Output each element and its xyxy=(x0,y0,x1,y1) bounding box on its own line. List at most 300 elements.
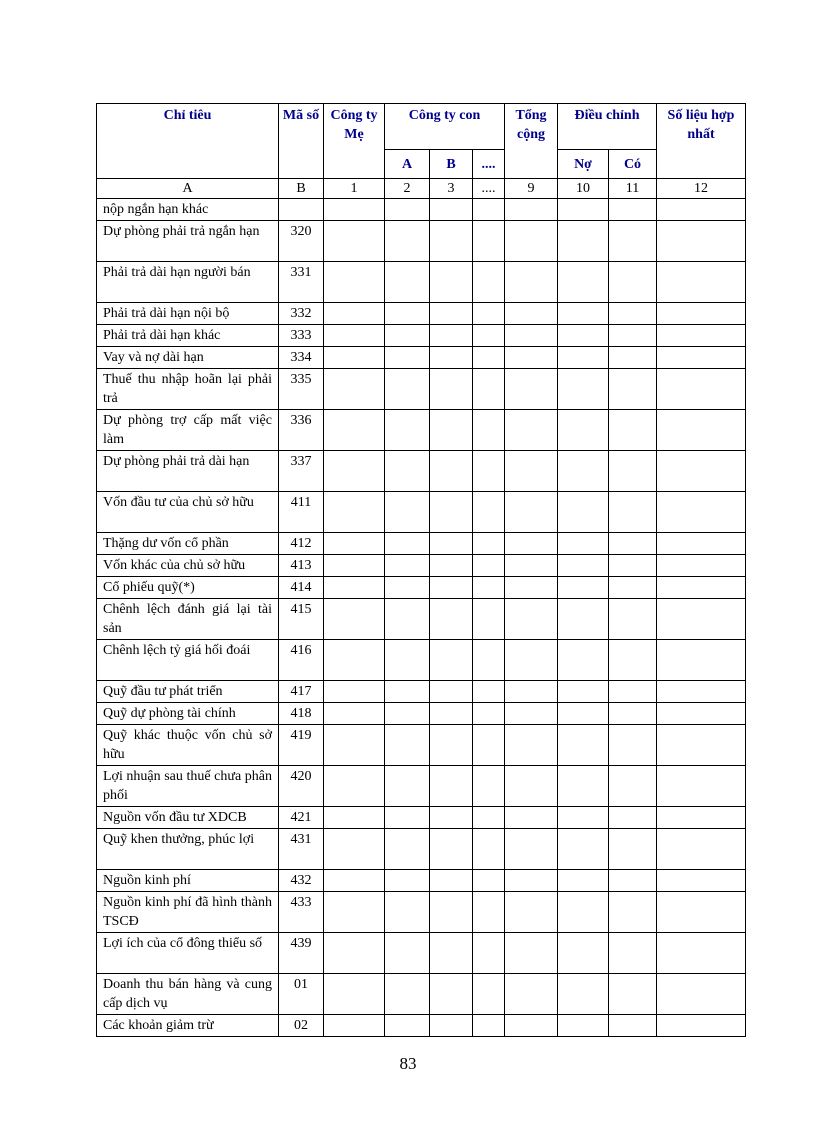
value-cell xyxy=(505,347,558,369)
value-cell xyxy=(324,766,385,807)
value-cell xyxy=(558,451,609,492)
value-cell xyxy=(430,221,473,262)
value-cell xyxy=(385,766,430,807)
row-label: Các khoản giảm trừ xyxy=(97,1015,279,1037)
table-row xyxy=(97,870,746,892)
value-cell xyxy=(558,577,609,599)
value-cell xyxy=(505,1015,558,1037)
value-cell xyxy=(657,681,746,703)
value-cell xyxy=(609,933,657,974)
index-cell: 10 xyxy=(558,179,609,199)
value-cell xyxy=(430,533,473,555)
value-cell xyxy=(324,807,385,829)
value-cell xyxy=(657,725,746,766)
value-cell xyxy=(505,199,558,221)
value-cell xyxy=(473,325,505,347)
value-cell xyxy=(505,325,558,347)
value-cell xyxy=(609,410,657,451)
value-cell xyxy=(558,933,609,974)
value-cell xyxy=(657,640,746,681)
header-co: Có xyxy=(609,150,657,179)
value-cell xyxy=(324,974,385,1015)
value-cell xyxy=(473,974,505,1015)
value-cell xyxy=(609,221,657,262)
value-cell xyxy=(505,451,558,492)
index-cell: 9 xyxy=(505,179,558,199)
value-cell xyxy=(430,933,473,974)
value-cell xyxy=(473,681,505,703)
header-ma-so: Mã số xyxy=(279,104,324,179)
value-cell xyxy=(558,369,609,410)
table-row xyxy=(97,221,746,262)
row-code: 432 xyxy=(279,870,324,892)
row-code: 416 xyxy=(279,640,324,681)
value-cell xyxy=(558,221,609,262)
value-cell xyxy=(657,974,746,1015)
value-cell xyxy=(657,599,746,640)
value-cell xyxy=(558,807,609,829)
value-cell xyxy=(558,725,609,766)
value-cell xyxy=(324,892,385,933)
value-cell xyxy=(558,892,609,933)
table-row xyxy=(97,703,746,725)
index-cell: 1 xyxy=(324,179,385,199)
value-cell xyxy=(505,492,558,533)
value-cell xyxy=(385,221,430,262)
value-cell xyxy=(473,766,505,807)
value-cell xyxy=(430,262,473,303)
header-cong-ty-me: Công ty Mẹ xyxy=(324,104,385,179)
value-cell xyxy=(385,555,430,577)
value-cell xyxy=(558,347,609,369)
value-cell xyxy=(657,221,746,262)
value-cell xyxy=(385,725,430,766)
value-cell xyxy=(473,577,505,599)
value-cell xyxy=(609,829,657,870)
value-cell xyxy=(385,892,430,933)
row-label: Phải trả dài hạn khác xyxy=(97,325,279,347)
value-cell xyxy=(609,599,657,640)
row-code: 439 xyxy=(279,933,324,974)
table-row xyxy=(97,555,746,577)
value-cell xyxy=(558,703,609,725)
value-cell xyxy=(657,369,746,410)
value-cell xyxy=(473,492,505,533)
value-cell xyxy=(558,599,609,640)
value-cell xyxy=(473,303,505,325)
row-label: nộp ngắn hạn khác xyxy=(97,199,279,221)
value-cell xyxy=(324,347,385,369)
table-row xyxy=(97,640,746,681)
row-label: Cổ phiếu quỹ(*) xyxy=(97,577,279,599)
value-cell xyxy=(430,325,473,347)
value-cell xyxy=(430,492,473,533)
row-label: Lợi ích của cổ đông thiểu số xyxy=(97,933,279,974)
row-label: Lợi nhuận sau thuế chưa phân phối xyxy=(97,766,279,807)
value-cell xyxy=(609,703,657,725)
value-cell xyxy=(473,555,505,577)
value-cell xyxy=(473,369,505,410)
value-cell xyxy=(385,974,430,1015)
row-code: 419 xyxy=(279,725,324,766)
value-cell xyxy=(558,533,609,555)
value-cell xyxy=(505,766,558,807)
row-label: Thặng dư vốn cổ phần xyxy=(97,533,279,555)
row-label: Phải trả dài hạn nội bộ xyxy=(97,303,279,325)
row-code: 335 xyxy=(279,369,324,410)
header-no: Nợ xyxy=(558,150,609,179)
value-cell xyxy=(558,325,609,347)
row-code: 413 xyxy=(279,555,324,577)
value-cell xyxy=(430,199,473,221)
row-label: Dự phòng phải trả dài hạn xyxy=(97,451,279,492)
value-cell xyxy=(473,451,505,492)
value-cell xyxy=(430,829,473,870)
value-cell xyxy=(505,807,558,829)
value-cell xyxy=(609,577,657,599)
value-cell xyxy=(430,410,473,451)
value-cell xyxy=(473,410,505,451)
value-cell xyxy=(657,325,746,347)
value-cell xyxy=(505,555,558,577)
index-cell: 3 xyxy=(430,179,473,199)
table-row xyxy=(97,892,746,933)
value-cell xyxy=(505,369,558,410)
value-cell xyxy=(558,974,609,1015)
value-cell xyxy=(324,577,385,599)
value-cell xyxy=(657,303,746,325)
index-cell: B xyxy=(279,179,324,199)
value-cell xyxy=(657,933,746,974)
value-cell xyxy=(385,199,430,221)
table-row xyxy=(97,725,746,766)
row-code xyxy=(279,199,324,221)
value-cell xyxy=(385,262,430,303)
value-cell xyxy=(609,766,657,807)
value-cell xyxy=(324,221,385,262)
row-label: Nguồn kinh phí đã hình thành TSCĐ xyxy=(97,892,279,933)
value-cell xyxy=(558,262,609,303)
value-cell xyxy=(324,262,385,303)
row-label: Vốn khác của chủ sở hữu xyxy=(97,555,279,577)
value-cell xyxy=(473,933,505,974)
value-cell xyxy=(609,681,657,703)
value-cell xyxy=(430,347,473,369)
table-row xyxy=(97,766,746,807)
value-cell xyxy=(505,933,558,974)
value-cell xyxy=(558,410,609,451)
value-cell xyxy=(558,681,609,703)
table-row xyxy=(97,681,746,703)
value-cell xyxy=(609,347,657,369)
column-index-row xyxy=(97,179,746,199)
value-cell xyxy=(324,199,385,221)
value-cell xyxy=(430,870,473,892)
table-row xyxy=(97,369,746,410)
value-cell xyxy=(657,533,746,555)
value-cell xyxy=(558,303,609,325)
value-cell xyxy=(430,451,473,492)
value-cell xyxy=(430,1015,473,1037)
index-cell: .... xyxy=(473,179,505,199)
row-code: 336 xyxy=(279,410,324,451)
value-cell xyxy=(657,577,746,599)
value-cell xyxy=(657,870,746,892)
value-cell xyxy=(609,451,657,492)
row-code: 421 xyxy=(279,807,324,829)
value-cell xyxy=(324,451,385,492)
value-cell xyxy=(324,829,385,870)
row-label: Thuế thu nhập hoãn lại phải trả xyxy=(97,369,279,410)
value-cell xyxy=(505,974,558,1015)
value-cell xyxy=(505,829,558,870)
table-row xyxy=(97,599,746,640)
value-cell xyxy=(473,640,505,681)
row-label: Quỹ khác thuộc vốn chủ sở hữu xyxy=(97,725,279,766)
header-so-lieu-hop-nhat: Số liệu hợp nhất xyxy=(657,104,746,179)
row-label: Vay và nợ dài hạn xyxy=(97,347,279,369)
row-code: 333 xyxy=(279,325,324,347)
value-cell xyxy=(385,933,430,974)
value-cell xyxy=(385,410,430,451)
table-row xyxy=(97,933,746,974)
header-chi-tieu: Chỉ tiêu xyxy=(97,104,279,179)
index-cell: 11 xyxy=(609,179,657,199)
value-cell xyxy=(558,870,609,892)
value-cell xyxy=(385,807,430,829)
table-row xyxy=(97,262,746,303)
table-row xyxy=(97,492,746,533)
row-code: 417 xyxy=(279,681,324,703)
value-cell xyxy=(385,1015,430,1037)
value-cell xyxy=(609,303,657,325)
value-cell xyxy=(473,703,505,725)
header-sub-a: A xyxy=(385,150,430,179)
row-code: 411 xyxy=(279,492,324,533)
index-cell: 12 xyxy=(657,179,746,199)
value-cell xyxy=(473,892,505,933)
value-cell xyxy=(430,892,473,933)
value-cell xyxy=(505,410,558,451)
value-cell xyxy=(385,703,430,725)
value-cell xyxy=(609,555,657,577)
value-cell xyxy=(505,870,558,892)
row-code: 02 xyxy=(279,1015,324,1037)
value-cell xyxy=(430,766,473,807)
value-cell xyxy=(558,829,609,870)
row-label: Quỹ khen thưởng, phúc lợi xyxy=(97,829,279,870)
value-cell xyxy=(324,533,385,555)
value-cell xyxy=(324,933,385,974)
value-cell xyxy=(657,492,746,533)
value-cell xyxy=(324,492,385,533)
value-cell xyxy=(505,599,558,640)
value-cell xyxy=(558,199,609,221)
value-cell xyxy=(505,725,558,766)
value-cell xyxy=(430,681,473,703)
value-cell xyxy=(385,829,430,870)
row-label: Nguồn kinh phí xyxy=(97,870,279,892)
value-cell xyxy=(609,974,657,1015)
value-cell xyxy=(505,703,558,725)
value-cell xyxy=(473,347,505,369)
value-cell xyxy=(324,725,385,766)
value-cell xyxy=(609,640,657,681)
value-cell xyxy=(430,599,473,640)
value-cell xyxy=(324,640,385,681)
table-row xyxy=(97,533,746,555)
table-row xyxy=(97,829,746,870)
header-sub-more: .... xyxy=(473,150,505,179)
value-cell xyxy=(657,410,746,451)
value-cell xyxy=(505,303,558,325)
table-body xyxy=(97,179,746,1037)
value-cell xyxy=(558,492,609,533)
row-label: Dự phòng trợ cấp mất việc làm xyxy=(97,410,279,451)
value-cell xyxy=(505,262,558,303)
value-cell xyxy=(430,725,473,766)
table-row xyxy=(97,347,746,369)
value-cell xyxy=(430,640,473,681)
value-cell xyxy=(385,640,430,681)
value-cell xyxy=(657,829,746,870)
value-cell xyxy=(385,347,430,369)
value-cell xyxy=(609,262,657,303)
value-cell xyxy=(558,1015,609,1037)
value-cell xyxy=(505,640,558,681)
value-cell xyxy=(657,199,746,221)
value-cell xyxy=(385,451,430,492)
header-sub-b: B xyxy=(430,150,473,179)
value-cell xyxy=(324,369,385,410)
value-cell xyxy=(324,870,385,892)
table-row xyxy=(97,199,746,221)
value-cell xyxy=(430,555,473,577)
value-cell xyxy=(657,451,746,492)
value-cell xyxy=(385,870,430,892)
consolidation-table xyxy=(96,103,746,1037)
row-label: Doanh thu bán hàng và cung cấp dịch vụ xyxy=(97,974,279,1015)
value-cell xyxy=(473,221,505,262)
header-tong-cong: Tổng cộng xyxy=(505,104,558,179)
value-cell xyxy=(324,555,385,577)
value-cell xyxy=(609,325,657,347)
value-cell xyxy=(324,703,385,725)
table-row xyxy=(97,974,746,1015)
row-code: 332 xyxy=(279,303,324,325)
row-code: 320 xyxy=(279,221,324,262)
value-cell xyxy=(473,725,505,766)
row-label: Phải trả dài hạn người bán xyxy=(97,262,279,303)
value-cell xyxy=(430,577,473,599)
value-cell xyxy=(657,892,746,933)
value-cell xyxy=(609,199,657,221)
value-cell xyxy=(385,533,430,555)
value-cell xyxy=(505,577,558,599)
value-cell xyxy=(609,807,657,829)
value-cell xyxy=(473,870,505,892)
table-row xyxy=(97,1015,746,1037)
row-code: 420 xyxy=(279,766,324,807)
row-code: 412 xyxy=(279,533,324,555)
row-label: Quỹ dự phòng tài chính xyxy=(97,703,279,725)
value-cell xyxy=(657,262,746,303)
row-label: Dự phòng phải trả ngắn hạn xyxy=(97,221,279,262)
row-label: Nguồn vốn đầu tư XDCB xyxy=(97,807,279,829)
row-label: Chênh lệch đánh giá lại tài sản xyxy=(97,599,279,640)
table-row xyxy=(97,410,746,451)
value-cell xyxy=(430,303,473,325)
row-label: Vốn đầu tư của chủ sở hữu xyxy=(97,492,279,533)
value-cell xyxy=(473,262,505,303)
value-cell xyxy=(609,533,657,555)
value-cell xyxy=(473,807,505,829)
row-label: Chênh lệch tỷ giá hối đoái xyxy=(97,640,279,681)
value-cell xyxy=(324,1015,385,1037)
value-cell xyxy=(609,492,657,533)
row-label: Quỹ đầu tư phát triển xyxy=(97,681,279,703)
value-cell xyxy=(558,640,609,681)
header-cong-ty-con: Công ty con xyxy=(385,104,505,150)
value-cell xyxy=(505,892,558,933)
row-code: 01 xyxy=(279,974,324,1015)
value-cell xyxy=(609,870,657,892)
value-cell xyxy=(385,303,430,325)
value-cell xyxy=(505,533,558,555)
value-cell xyxy=(505,681,558,703)
value-cell xyxy=(324,410,385,451)
table-row xyxy=(97,451,746,492)
value-cell xyxy=(473,199,505,221)
value-cell xyxy=(324,303,385,325)
value-cell xyxy=(385,369,430,410)
value-cell xyxy=(430,974,473,1015)
value-cell xyxy=(430,703,473,725)
table-row xyxy=(97,325,746,347)
value-cell xyxy=(385,681,430,703)
row-code: 433 xyxy=(279,892,324,933)
page-number: 83 xyxy=(399,1054,417,1073)
row-code: 337 xyxy=(279,451,324,492)
index-cell: 2 xyxy=(385,179,430,199)
table-row xyxy=(97,577,746,599)
value-cell xyxy=(473,1015,505,1037)
value-cell xyxy=(558,555,609,577)
value-cell xyxy=(385,577,430,599)
value-cell xyxy=(430,369,473,410)
index-cell: A xyxy=(97,179,279,199)
row-code: 334 xyxy=(279,347,324,369)
value-cell xyxy=(657,1015,746,1037)
value-cell xyxy=(609,1015,657,1037)
value-cell xyxy=(385,599,430,640)
row-code: 418 xyxy=(279,703,324,725)
value-cell xyxy=(657,766,746,807)
value-cell xyxy=(473,599,505,640)
value-cell xyxy=(324,599,385,640)
value-cell xyxy=(609,892,657,933)
value-cell xyxy=(657,555,746,577)
row-code: 414 xyxy=(279,577,324,599)
value-cell xyxy=(558,766,609,807)
value-cell xyxy=(505,221,558,262)
value-cell xyxy=(657,347,746,369)
value-cell xyxy=(430,807,473,829)
value-cell xyxy=(473,829,505,870)
row-code: 431 xyxy=(279,829,324,870)
value-cell xyxy=(385,492,430,533)
row-code: 415 xyxy=(279,599,324,640)
